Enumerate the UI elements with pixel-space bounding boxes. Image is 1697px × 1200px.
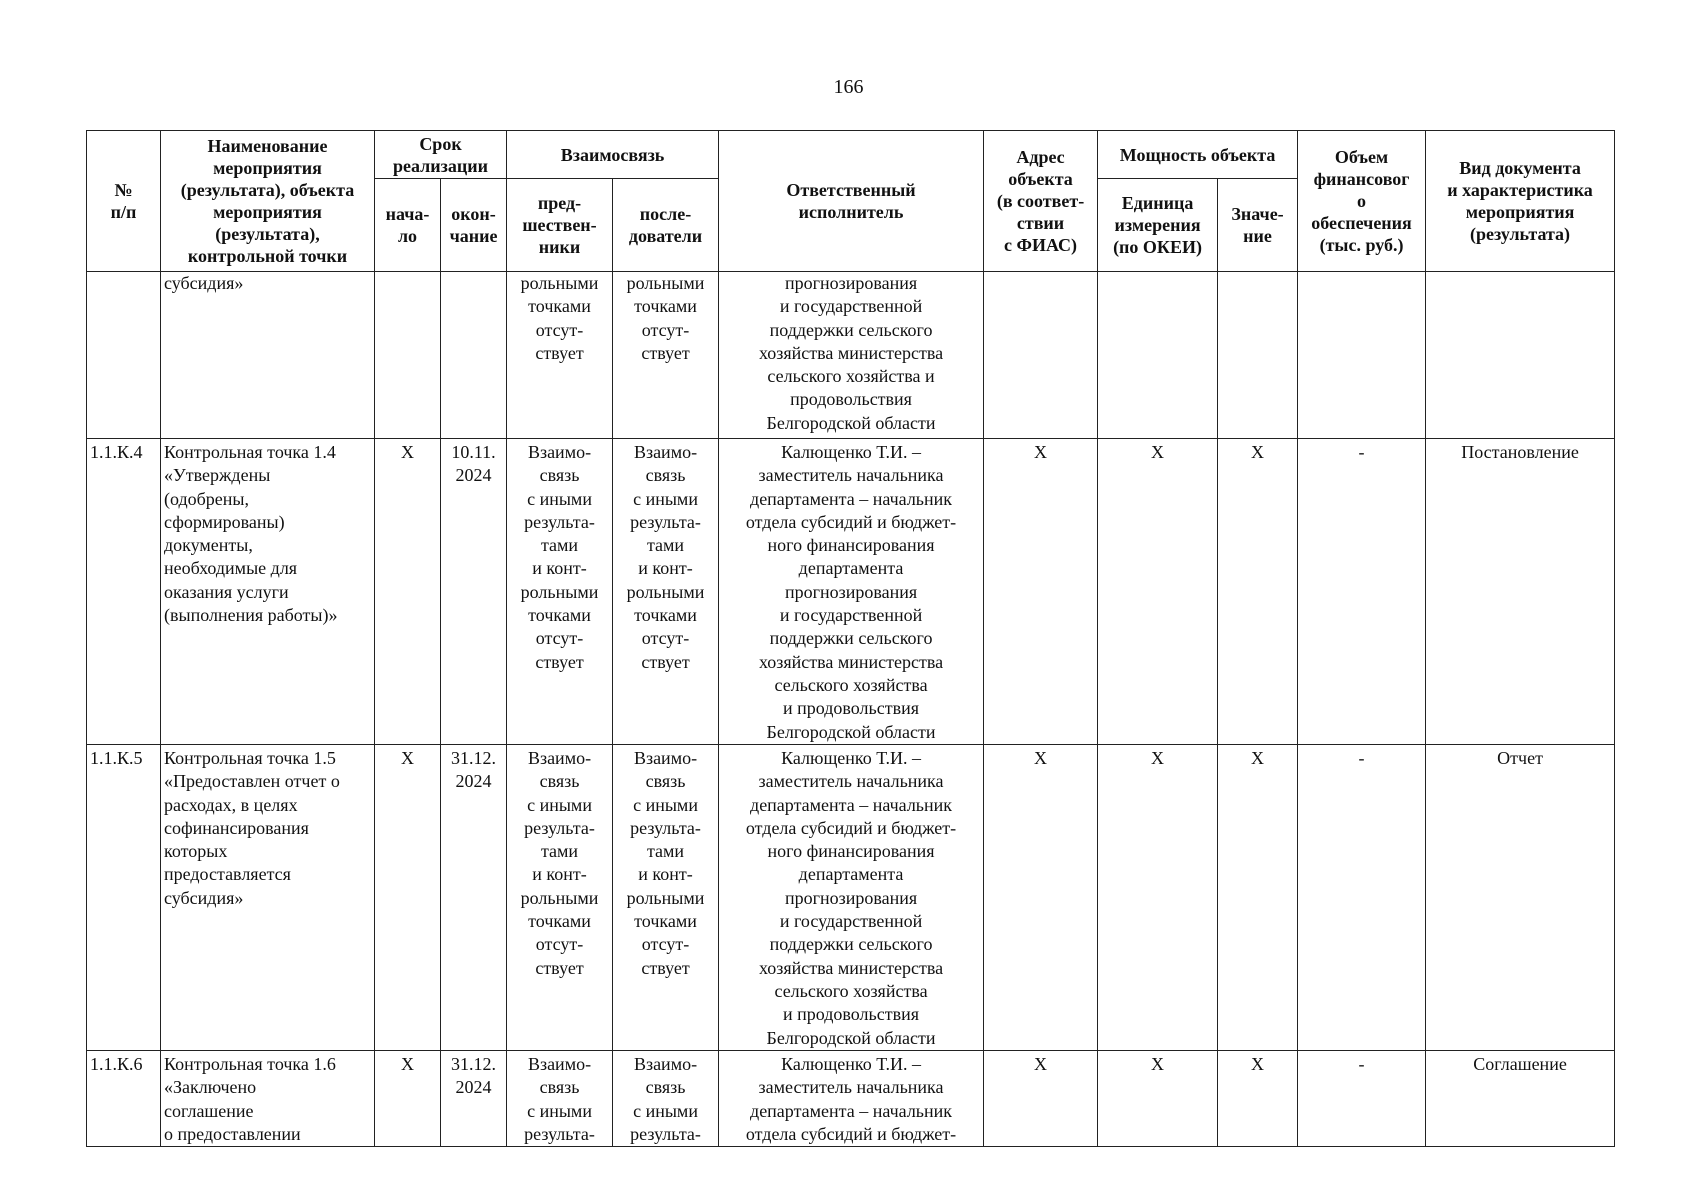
- row-end: 10.11. 2024: [441, 439, 507, 745]
- row-name: субсидия»: [161, 272, 375, 439]
- row-end: 31.12. 2024: [441, 1051, 507, 1147]
- header-capacity-unit: Единица измерения (по ОКЕИ): [1098, 179, 1218, 272]
- row-post: Взаимо- связь с иными результа- тами и конт- рольными точками отсут- ствует: [613, 439, 719, 745]
- row-post: Взаимо- связь с иными результа- тами и конт- рольными точками отсут- ствует: [613, 745, 719, 1051]
- row-unit: X: [1098, 439, 1218, 745]
- row-start: X: [375, 1051, 441, 1147]
- row-start: X: [375, 745, 441, 1051]
- row-start: X: [375, 439, 441, 745]
- row-name: Контрольная точка 1.4 «Утверждены (одобрены, сформированы) документы, необходимые для оказания услуги (выполнения работы)»: [161, 439, 375, 745]
- header-relation-post: после- дователи: [613, 179, 719, 272]
- table-row: [87, 1051, 1615, 1147]
- row-finance: -: [1298, 1051, 1426, 1147]
- row-unit: [1098, 272, 1218, 439]
- row-num: 1.1.К.5: [87, 745, 161, 1051]
- row-address: X: [984, 1051, 1098, 1147]
- header-row-1: [87, 131, 1615, 179]
- header-relation: Взаимосвязь: [507, 131, 719, 179]
- header-name: Наименование мероприятия (результата), объекта мероприятия (результата), контрольной точки: [161, 131, 375, 272]
- row-num: 1.1.К.6: [87, 1051, 161, 1147]
- row-pred: Взаимо- связь с иными результа- тами и конт- рольными точками отсут- ствует: [507, 439, 613, 745]
- header-term: Срок реализации: [375, 131, 507, 179]
- row-post: рольными точками отсут- ствует: [613, 272, 719, 439]
- row-doc: [1426, 272, 1615, 439]
- row-pred: рольными точками отсут- ствует: [507, 272, 613, 439]
- row-address: X: [984, 439, 1098, 745]
- row-num: [87, 272, 161, 439]
- row-unit: X: [1098, 1051, 1218, 1147]
- table-row: [87, 272, 1615, 439]
- row-address: X: [984, 745, 1098, 1051]
- row-start: [375, 272, 441, 439]
- header-address: Адрес объекта (в соответ- ствии с ФИАС): [984, 131, 1098, 272]
- header-finance: Объем финансовог о обеспечения (тыс. руб.): [1298, 131, 1426, 272]
- row-name: Контрольная точка 1.5 «Предоставлен отчет о расходах, в целях софинансирования которых предоставляется субсидия»: [161, 745, 375, 1051]
- row-responsible: Калющенко Т.И. – заместитель начальника департамента – начальник отдела субсидий и бюджет-: [719, 1051, 984, 1147]
- row-value: X: [1218, 439, 1298, 745]
- row-responsible: Калющенко Т.И. – заместитель начальника департамента – начальник отдела субсидий и бюджет- ного финансирования департамента прогнозирования и государственной поддержки сельского хозяйства министерства сельского хозяйства и продовольствия Белгородской области: [719, 745, 984, 1051]
- row-doc: Соглашение: [1426, 1051, 1615, 1147]
- header-responsible: Ответственный исполнитель: [719, 131, 984, 272]
- table-row: [87, 439, 1615, 745]
- header-capacity-value: Значе- ние: [1218, 179, 1298, 272]
- activities-table: [86, 130, 1615, 1147]
- row-responsible: прогнозирования и государственной поддержки сельского хозяйства министерства сельского хозяйства и продовольствия Белгородской области: [719, 272, 984, 439]
- row-post: Взаимо- связь с иными результа-: [613, 1051, 719, 1147]
- row-doc: Постановление: [1426, 439, 1615, 745]
- header-term-start: нача- ло: [375, 179, 441, 272]
- page-number: 166: [833, 76, 864, 98]
- header-num: № п/п: [87, 131, 161, 272]
- row-end: 31.12. 2024: [441, 745, 507, 1051]
- row-doc: Отчет: [1426, 745, 1615, 1051]
- row-address: [984, 272, 1098, 439]
- row-unit: X: [1098, 745, 1218, 1051]
- header-term-end: окон- чание: [441, 179, 507, 272]
- header-doc-type: Вид документа и характеристика мероприятия (результата): [1426, 131, 1615, 272]
- row-value: [1218, 272, 1298, 439]
- row-finance: [1298, 272, 1426, 439]
- header-capacity: Мощность объекта: [1098, 131, 1298, 179]
- row-name: Контрольная точка 1.6 «Заключено соглашение о предоставлении: [161, 1051, 375, 1147]
- row-finance: -: [1298, 439, 1426, 745]
- row-value: X: [1218, 1051, 1298, 1147]
- row-value: X: [1218, 745, 1298, 1051]
- row-finance: -: [1298, 745, 1426, 1051]
- row-num: 1.1.К.4: [87, 439, 161, 745]
- row-end: [441, 272, 507, 439]
- row-pred: Взаимо- связь с иными результа- тами и конт- рольными точками отсут- ствует: [507, 745, 613, 1051]
- header-relation-pred: пред- шествен- ники: [507, 179, 613, 272]
- table-row: [87, 745, 1615, 1051]
- row-pred: Взаимо- связь с иными результа-: [507, 1051, 613, 1147]
- row-responsible: Калющенко Т.И. – заместитель начальника департамента – начальник отдела субсидий и бюджет- ного финансирования департамента прогнозирования и государственной поддержки сельского хозяйства министерства сельского хозяйства и продовольствия Белгородской области: [719, 439, 984, 745]
